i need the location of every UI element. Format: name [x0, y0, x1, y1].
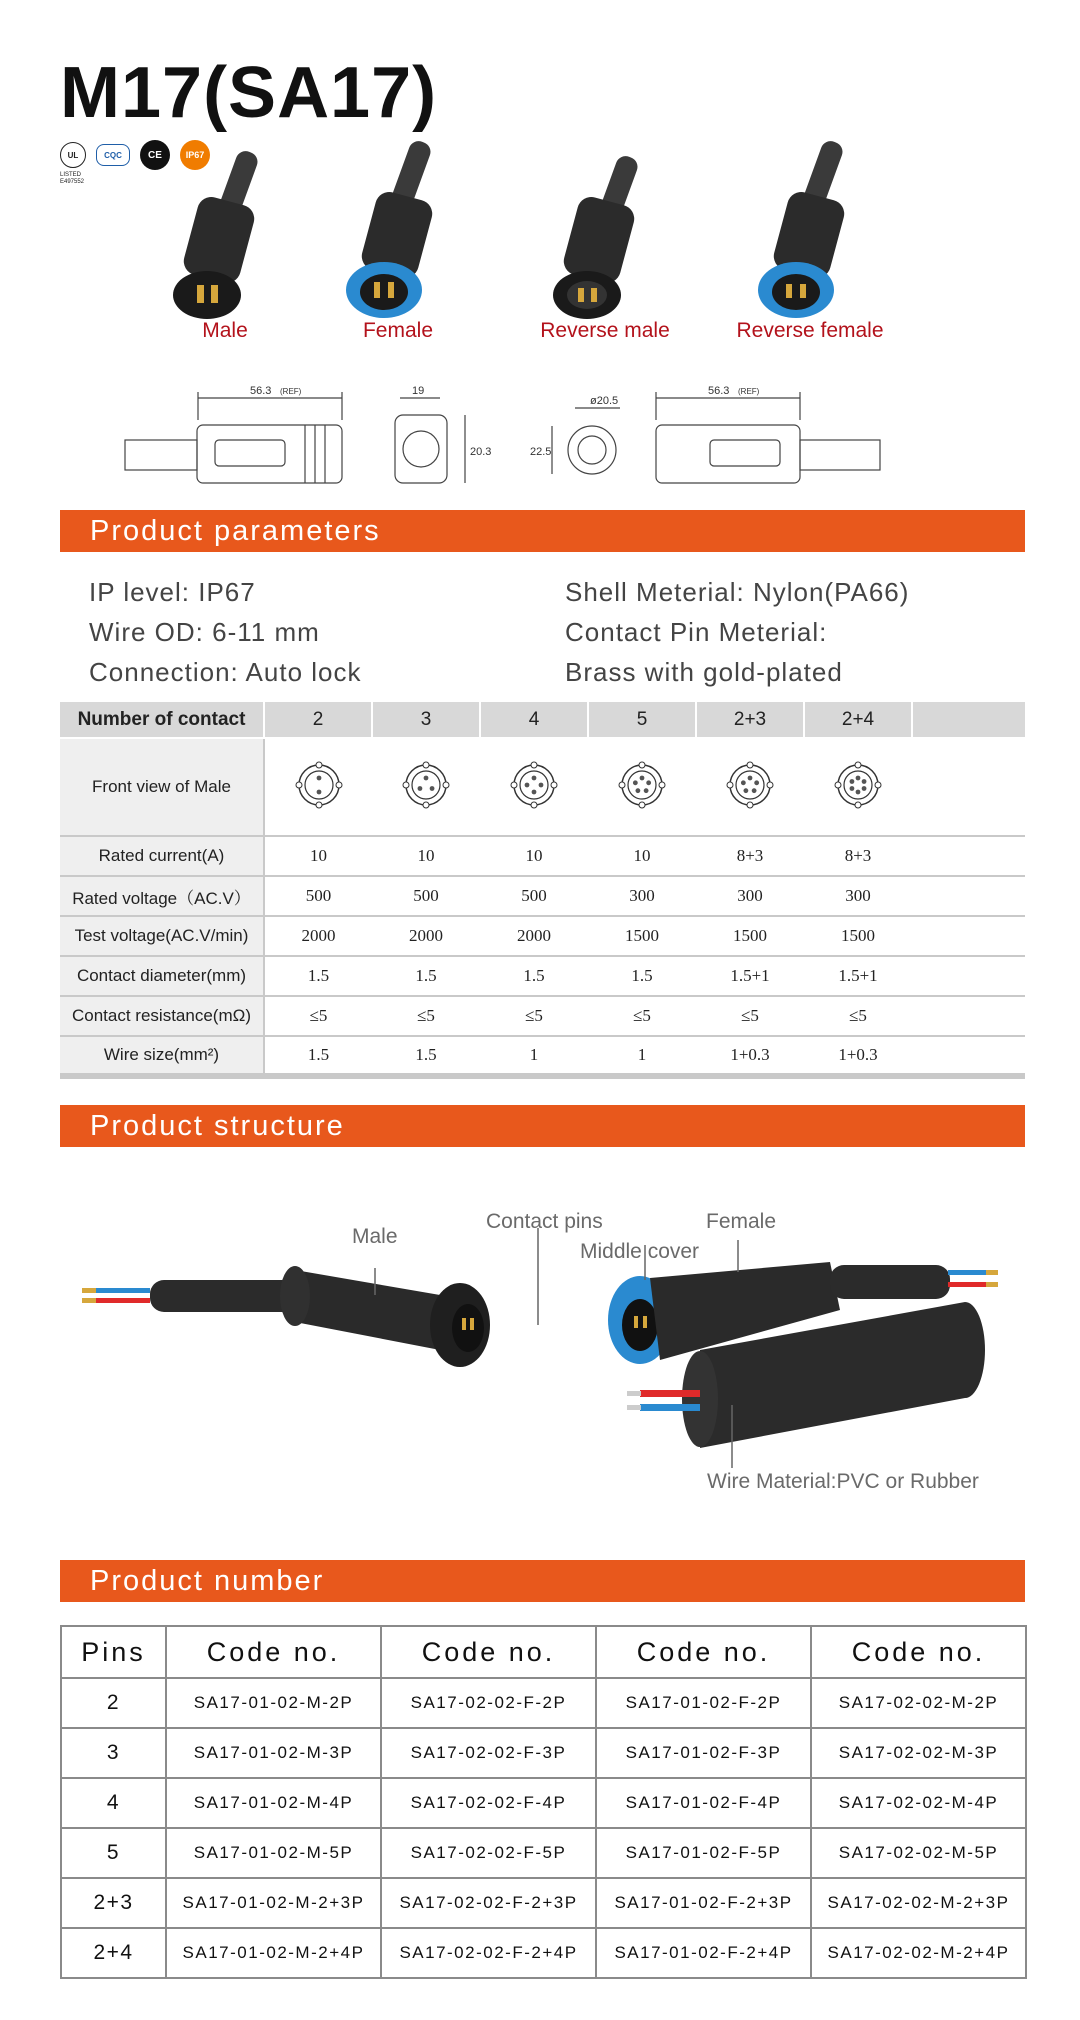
codes-cell-code: SA17-02-02-F-5P — [381, 1828, 596, 1878]
spec-cell: ≤5 — [480, 996, 588, 1036]
spec-cell: 500 — [264, 876, 372, 916]
spec-data-row — [60, 916, 1025, 956]
spec-header-label: Number of contact — [60, 702, 264, 738]
codes-cell-code: SA17-01-02-F-2+3P — [596, 1878, 811, 1928]
spec-cell: 1+0.3 — [696, 1036, 804, 1076]
codes-header-code: Code no. — [166, 1626, 381, 1678]
param-connection: Connection: Auto lock — [89, 657, 362, 687]
spec-cell: 1.5 — [588, 956, 696, 996]
spec-cell: 1500 — [696, 916, 804, 956]
spec-row-label: Front view of Male — [60, 738, 264, 836]
dim-height-side: 20.3 — [470, 446, 492, 458]
codes-cell-code: SA17-01-02-F-4P — [596, 1778, 811, 1828]
product-male — [145, 140, 305, 342]
param-contact-pin-material: Contact Pin Meterial: — [565, 617, 828, 647]
codes-row — [61, 1878, 1026, 1928]
param-ip-level: IP level: IP67 — [89, 577, 256, 607]
codes-row — [61, 1678, 1026, 1728]
spec-row-label: Wire size(mm²) — [60, 1036, 264, 1076]
spec-cell: ≤5 — [696, 996, 804, 1036]
spec-data-row — [60, 876, 1025, 916]
codes-cell-code: SA17-01-02-M-2P — [166, 1678, 381, 1728]
spec-row-label: Rated current(A) — [60, 836, 264, 876]
product-label-female: Female — [362, 319, 434, 342]
codes-cell-code: SA17-02-02-F-2+3P — [381, 1878, 596, 1928]
codes-row — [61, 1778, 1026, 1828]
spec-cell: 300 — [804, 876, 912, 916]
product-label-reverse-female: Reverse female — [736, 319, 884, 342]
front-view-2plus4-pin-icon — [834, 761, 882, 809]
cqc-icon: CQC — [96, 144, 130, 166]
codes-cell-code: SA17-01-02-M-2+3P — [166, 1878, 381, 1928]
spec-cell: 1 — [480, 1036, 588, 1076]
codes-cell-pins: 3 — [61, 1728, 166, 1778]
spec-header-row — [60, 702, 1025, 738]
spec-cell: 1.5+1 — [696, 956, 804, 996]
spec-cell: 8+3 — [696, 836, 804, 876]
dim-height-front: 22.5 — [530, 446, 552, 458]
codes-cell-code: SA17-01-02-F-2+4P — [596, 1928, 811, 1978]
param-contact-pin-material-2: Brass with gold-plated — [565, 657, 843, 687]
front-view-4-pin-icon — [510, 761, 558, 809]
spec-cell: 10 — [588, 836, 696, 876]
spec-cell: 500 — [480, 876, 588, 916]
spec-cell: 300 — [588, 876, 696, 916]
ul-listing-text: LISTED E497552 — [60, 172, 85, 185]
spec-row-label: Test voltage(AC.V/min) — [60, 916, 264, 956]
front-view-5-pin-icon — [618, 761, 666, 809]
callout-wire-material: Wire Material:PVC or Rubber — [707, 1470, 979, 1493]
front-view-cell — [804, 738, 912, 836]
codes-cell-code: SA17-01-02-F-2P — [596, 1678, 811, 1728]
codes-row — [61, 1828, 1026, 1878]
dimension-drawings — [120, 380, 960, 500]
spec-data-row — [60, 836, 1025, 876]
codes-header-row — [61, 1626, 1026, 1678]
spec-cell: 1.5 — [372, 1036, 480, 1076]
codes-header-code: Code no. — [811, 1626, 1026, 1678]
product-reverse-male — [525, 140, 685, 342]
section-title-number: Product number — [90, 1565, 325, 1597]
spec-col-blank — [912, 738, 1025, 836]
spec-cell: 2000 — [264, 916, 372, 956]
male-connector-image — [145, 140, 305, 320]
ip67-icon: IP67 — [180, 140, 210, 170]
front-view-2plus3-pin-icon — [726, 761, 774, 809]
product-female — [318, 140, 478, 342]
spec-col-blank — [912, 956, 1025, 996]
spec-cell: ≤5 — [372, 996, 480, 1036]
codes-cell-pins: 5 — [61, 1828, 166, 1878]
spec-row-label: Rated voltage（AC.V） — [60, 876, 264, 916]
spec-col-blank — [912, 996, 1025, 1036]
front-view-3-pin-icon — [402, 761, 450, 809]
codes-cell-code: SA17-02-02-F-2P — [381, 1678, 596, 1728]
spec-cell: 8+3 — [804, 836, 912, 876]
spec-cell: ≤5 — [588, 996, 696, 1036]
codes-cell-code: SA17-02-02-M-2+3P — [811, 1878, 1026, 1928]
spec-col-header: 2+3 — [696, 702, 804, 738]
codes-cell-pins: 2+4 — [61, 1928, 166, 1978]
codes-cell-pins: 4 — [61, 1778, 166, 1828]
codes-cell-code: SA17-01-02-F-5P — [596, 1828, 811, 1878]
spec-cell: ≤5 — [264, 996, 372, 1036]
spec-cell: 1.5+1 — [804, 956, 912, 996]
spec-table — [60, 702, 1025, 1079]
spec-cell: 2000 — [372, 916, 480, 956]
codes-header-pins: Pins — [61, 1626, 166, 1678]
spec-col-blank — [912, 916, 1025, 956]
reverse-female-connector-image — [730, 140, 890, 320]
spec-data-row — [60, 996, 1025, 1036]
spec-col-blank — [912, 836, 1025, 876]
spec-data-row — [60, 1036, 1025, 1076]
spec-data-row — [60, 956, 1025, 996]
spec-row-label: Contact diameter(mm) — [60, 956, 264, 996]
section-bar-parameters — [60, 510, 1025, 552]
codes-cell-code: SA17-01-02-M-4P — [166, 1778, 381, 1828]
codes-header-code: Code no. — [381, 1626, 596, 1678]
callout-male: Male — [352, 1225, 398, 1248]
ce-icon: CE — [140, 140, 170, 170]
product-reverse-female — [730, 140, 890, 342]
spec-col-header: 4 — [480, 702, 588, 738]
ul-listed-icon: UL — [60, 142, 86, 168]
codes-cell-code: SA17-01-02-F-3P — [596, 1728, 811, 1778]
spec-cell: 1 — [588, 1036, 696, 1076]
front-view-cell — [480, 738, 588, 836]
spec-col-blank — [912, 1036, 1025, 1076]
spec-cell: 1.5 — [480, 956, 588, 996]
front-view-cell — [372, 738, 480, 836]
param-wire-od: Wire OD: 6-11 mm — [89, 617, 320, 647]
female-connector-image — [318, 140, 478, 320]
codes-cell-code: SA17-02-02-F-2+4P — [381, 1928, 596, 1978]
section-bar-structure — [60, 1105, 1025, 1147]
spec-col-header: 2+4 — [804, 702, 912, 738]
section-bar-number — [60, 1560, 1025, 1602]
spec-front-view-row — [60, 738, 1025, 836]
spec-cell: 1.5 — [372, 956, 480, 996]
front-view-cell — [696, 738, 804, 836]
dim-ref-right: (REF) — [738, 387, 760, 396]
dim-length-left: 56.3 — [250, 385, 272, 397]
callout-contact-pins: Contact pins — [486, 1210, 603, 1233]
product-label-reverse-male: Reverse male — [540, 319, 670, 342]
callout-female: Female — [706, 1210, 777, 1233]
reverse-male-connector-image — [525, 140, 685, 320]
codes-cell-code: SA17-02-02-M-2P — [811, 1678, 1026, 1728]
dim-width-top: 19 — [412, 385, 425, 397]
codes-cell-code: SA17-02-02-F-3P — [381, 1728, 596, 1778]
codes-cell-code: SA17-02-02-F-4P — [381, 1778, 596, 1828]
front-view-2-pin-icon — [295, 761, 343, 809]
page-title: M17(SA17) — [60, 53, 438, 133]
spec-cell: 10 — [372, 836, 480, 876]
codes-row — [61, 1928, 1026, 1978]
codes-cell-code: SA17-02-02-M-5P — [811, 1828, 1026, 1878]
spec-cell: 10 — [264, 836, 372, 876]
spec-cell: 1+0.3 — [804, 1036, 912, 1076]
front-view-cell — [264, 738, 372, 836]
product-label-male: Male — [202, 319, 248, 342]
codes-cell-code: SA17-01-02-M-2+4P — [166, 1928, 381, 1978]
spec-col-header: 5 — [588, 702, 696, 738]
dim-diameter: ø20.5 — [590, 395, 619, 407]
spec-cell: 10 — [480, 836, 588, 876]
spec-cell: 1500 — [804, 916, 912, 956]
spec-col-header: 3 — [372, 702, 480, 738]
spec-cell: 1.5 — [264, 1036, 372, 1076]
codes-cell-code: SA17-01-02-M-5P — [166, 1828, 381, 1878]
spec-cell: 1.5 — [264, 956, 372, 996]
codes-row — [61, 1728, 1026, 1778]
codes-cell-code: SA17-02-02-M-3P — [811, 1728, 1026, 1778]
dim-length-right: 56.3 — [708, 385, 730, 397]
callout-middle-cover: Middle cover — [580, 1240, 700, 1263]
codes-cell-code: SA17-02-02-M-4P — [811, 1778, 1026, 1828]
spec-col-blank — [912, 702, 1025, 738]
section-title-parameters: Product parameters — [90, 515, 381, 547]
spec-col-blank — [912, 876, 1025, 916]
section-title-structure: Product structure — [90, 1110, 345, 1142]
codes-cell-pins: 2+3 — [61, 1878, 166, 1928]
spec-cell: ≤5 — [804, 996, 912, 1036]
spec-cell: 2000 — [480, 916, 588, 956]
spec-cell: 300 — [696, 876, 804, 916]
dim-ref-left: (REF) — [280, 387, 302, 396]
codes-cell-pins: 2 — [61, 1678, 166, 1728]
param-shell-material: Shell Meterial: Nylon(PA66) — [565, 577, 910, 607]
codes-cell-code: SA17-01-02-M-3P — [166, 1728, 381, 1778]
codes-header-code: Code no. — [596, 1626, 811, 1678]
front-view-cell — [588, 738, 696, 836]
spec-cell: 1500 — [588, 916, 696, 956]
spec-row-label: Contact resistance(mΩ) — [60, 996, 264, 1036]
spec-cell: 500 — [372, 876, 480, 916]
spec-col-header: 2 — [264, 702, 372, 738]
product-number-table — [60, 1625, 1027, 1979]
codes-cell-code: SA17-02-02-M-2+4P — [811, 1928, 1026, 1978]
